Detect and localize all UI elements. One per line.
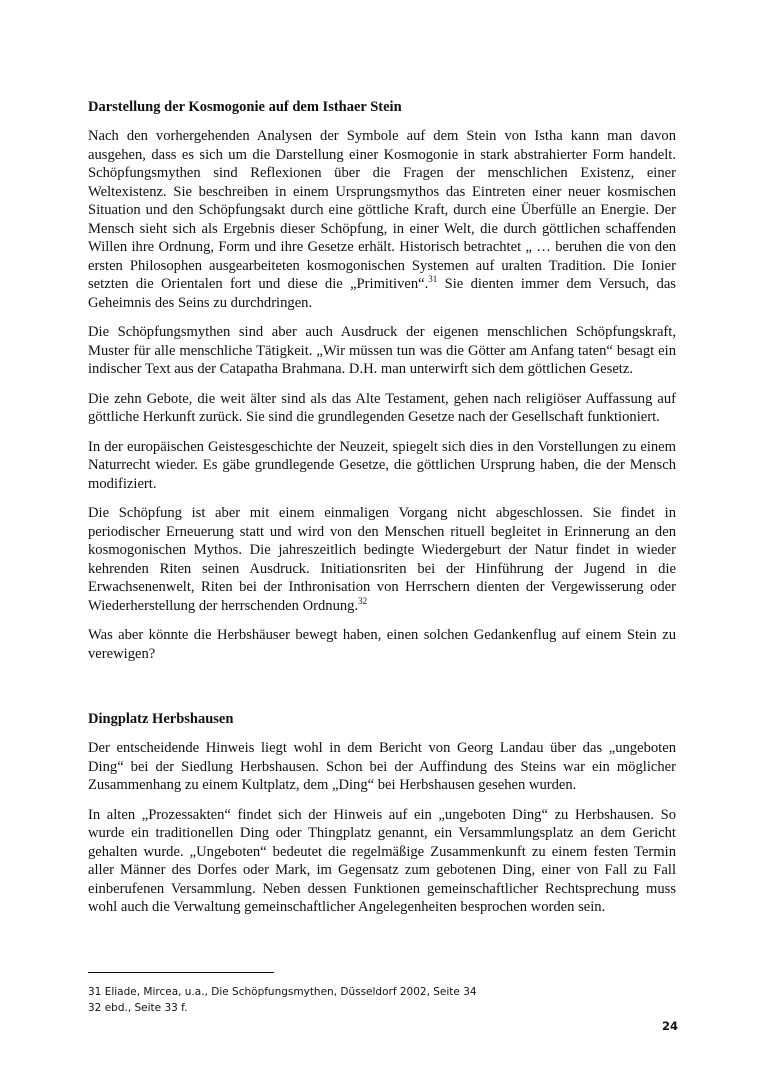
paragraph: Die zehn Gebote, die weit älter sind als das Alte Testament, gehen nach religiöser Auffassung auf göttliche Herkunft zurück. Sie sind die grundlegenden Gesetze nach der Gesellschaft funktioniert. (88, 390, 676, 425)
section-spacer (88, 674, 676, 710)
paragraph (88, 504, 676, 615)
paragraph (88, 127, 676, 312)
page-number: 24 (661, 1019, 678, 1033)
paragraph: In alten „Prozessakten“ findet sich der Hinweis auf ein „ungeboten Ding“ zu Herbshausen. So wurde ein traditionellen Ding oder Thingplatz genannt, ein Versammlungsplatz an dem Gericht gehalten wurde. „Ungeboten“ bedeutet die regelmäßige Zusammenkunft zu einem festen Termin aller Männer des Dorfes oder Mark, im Gegensatz zum gebotenen Ding, einer von Fall zu Fall einberufenen Versammlung. Neben dessen Funktionen gemeinschaftlicher Rechtsprechung muss wohl auch die Verwaltung gemeinschaftlicher Angelegenheiten besprochen worden sein. (88, 806, 676, 915)
paragraph-text: Die Schöpfung ist aber mit einem einmaligen Vorgang nicht abgeschlossen. Sie findet in periodischer Erneuerung statt und wird von den Menschen rituell begleitet in Erinnerung an den kosmogonischen Mythos. Die jahreszeitlich bedingte Wiedergeburt der Natur findet in wieder kehrenden Riten seinen Ausdruck. Initiationsriten bei der Hinführung der Jugend in die Erwachsenenwelt, Riten bei der Inthronisation von Herrschern dienten der Vergewisserung oder Wiederherstellung der herrschenden Ordnung. (88, 505, 676, 614)
footnote-32: 32 ebd., Seite 33 f. (88, 1002, 188, 1014)
paragraph: Die Schöpfungsmythen sind aber auch Ausdruck der eigenen menschlichen Schöpfungskraft, Muster für alle menschliche Tätigkeit. „Wir müssen tun was die Götter am Anfang taten“ besagt ein indischer Text aus der Catapatha Brahmana. D.H. man unterwirft sich dem göttlichen Gesetz. (88, 324, 676, 377)
footnote-divider (88, 972, 274, 973)
paragraph: Der entscheidende Hinweis liegt wohl in dem Bericht von Georg Landau über das „ungeboten Ding“ bei der Siedlung Herbshausen. Schon bei der Auffindung des Steins war ein möglicher Zusammenhang zu einem Kultplatz, dem „Ding“ bei Herbshausen gesehen wurden. (88, 740, 676, 793)
section-heading-kosmogonie: Darstellung der Kosmogonie auf dem Isthaer Stein (88, 99, 402, 115)
paragraph-text: Sie dienten immer dem Versuch, das Geheimnis des Seins zu durchdringen. (88, 276, 676, 311)
paragraph-text: Nach den vorhergehenden Analysen der Symbole auf dem Stein von Istha kann man davon ausgehen, dass es sich um die Darstellung einer Kosmogonie in stark abstrahierter Form handelt. Schöpfungsmythen sind Reflexionen über die Fragen der menschlichen Existenz, einer Weltexistenz. Sie beschreiben in einem Ursprungsmythos das Eintreten einer neuer kosmischen Situation und den Schöpfungsakt durch eine göttliche Kraft, durch eine Überfülle an Energie. Der Mensch sieht sich als Ergebnis dieser Schöpfung, in einer Welt, die durch göttlichen schaffenden Willen ihre Ordnung, Form und ihre Gesetze erhält. Historisch betrachtet „ … beruhen die von den ersten Philosophen ausgearbeiteten kosmogonischen Systemen auf uralten Tradition. Die Ionier setzten die Orientalen fort und diese die „Primitiven“. (88, 128, 676, 292)
paragraph: In der europäischen Geistesgeschichte der Neuzeit, spiegelt sich dies in den Vorstellungen zu einem Naturrecht wieder. Es gäbe grundlegende Gesetze, die göttlichen Ursprung haben, die der Mensch modifiziert. (88, 438, 676, 492)
section-heading-dingplatz: Dingplatz Herbshausen (88, 711, 234, 727)
paragraph: Was aber könnte die Herbshäuser bewegt haben, einen solchen Gedankenflug auf einem Stein zu verewigen? (88, 627, 676, 662)
footnotes (88, 972, 676, 1016)
footnote-ref[interactable]: 31 (428, 274, 438, 285)
page-body (88, 98, 676, 928)
footnote-ref[interactable]: 32 (358, 595, 368, 606)
footnote-31: 31 Eliade, Mircea, u.a., Die Schöpfungsmythen, Düsseldorf 2002, Seite 34 (88, 986, 477, 998)
